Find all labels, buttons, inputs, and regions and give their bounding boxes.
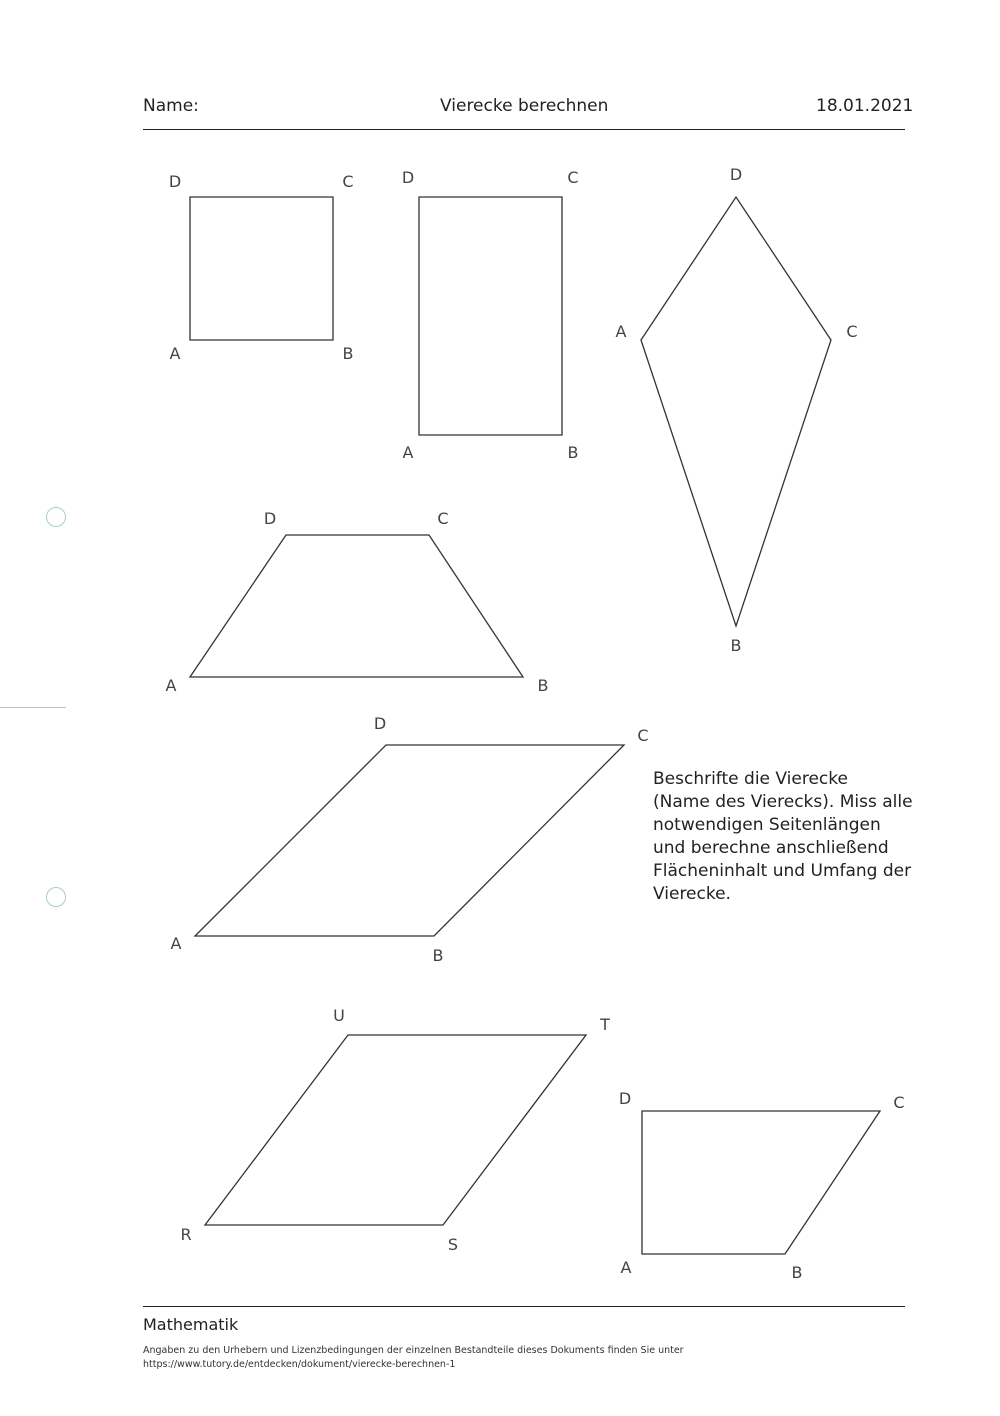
vertex-label: D <box>618 1089 632 1108</box>
vertex-label: T <box>600 1015 610 1034</box>
vertex-label: B <box>791 1263 803 1282</box>
vertex-label: A <box>169 344 181 363</box>
footer-rule <box>143 1306 905 1307</box>
vertex-label: B <box>730 636 742 655</box>
attribution-note <box>143 1344 684 1372</box>
vertex-label: A <box>165 676 177 695</box>
vertex-label: A <box>170 934 182 953</box>
vertex-label: R <box>180 1225 192 1244</box>
rhombus-shape <box>205 1035 586 1225</box>
vertex-label: A <box>402 443 414 462</box>
date: 18.01.2021 <box>816 96 914 116</box>
attribution-text: Angaben zu den Urhebern und Lizenzbedingungen der einzelnen Bestandteile dieses Dokuments finden Sie unter <box>143 1345 684 1356</box>
vertex-label: A <box>620 1258 632 1277</box>
task-line: Beschrifte die Vierecke <box>653 769 848 789</box>
vertex-label: B <box>432 946 444 965</box>
task-instructions <box>653 768 923 906</box>
vertex-label: S <box>447 1235 459 1254</box>
square-shape <box>190 197 333 340</box>
name-label: Name: <box>143 96 199 116</box>
vertex-label: D <box>401 168 415 187</box>
trapezoid-shape <box>190 535 523 677</box>
vertex-label: A <box>615 322 627 341</box>
vertex-label: D <box>263 509 277 528</box>
task-line: Vierecke. <box>653 884 731 904</box>
page-title: Vierecke berechnen <box>440 96 609 116</box>
vertex-label: D <box>373 714 387 733</box>
vertex-label: C <box>846 322 858 341</box>
task-line: notwendigen Seitenlängen <box>653 815 881 835</box>
vertex-label: B <box>537 676 549 695</box>
vertex-label: C <box>342 172 354 191</box>
vertex-label: B <box>567 443 579 462</box>
vertex-label: C <box>437 509 449 528</box>
vertex-label: C <box>893 1093 905 1112</box>
vertex-label: B <box>342 344 354 363</box>
rectangle-shape <box>419 197 562 435</box>
task-line: und berechne anschließend <box>653 838 889 858</box>
kite-shape <box>641 197 831 626</box>
parallelogram-shape <box>195 745 624 936</box>
task-line: Flächeninhalt und Umfang der <box>653 861 912 881</box>
vertex-label: U <box>333 1006 345 1025</box>
attribution-url: https://www.tutory.de/entdecken/dokument/vierecke-berechnen-1 <box>143 1359 456 1370</box>
task-line: (Name des Vierecks). Miss alle <box>653 792 913 812</box>
subject-label: Mathematik <box>143 1315 239 1334</box>
right-trapezoid-shape <box>642 1111 880 1254</box>
vertex-label: D <box>729 165 743 184</box>
vertex-label: C <box>567 168 579 187</box>
vertex-label: D <box>168 172 182 191</box>
vertex-label: C <box>637 726 649 745</box>
